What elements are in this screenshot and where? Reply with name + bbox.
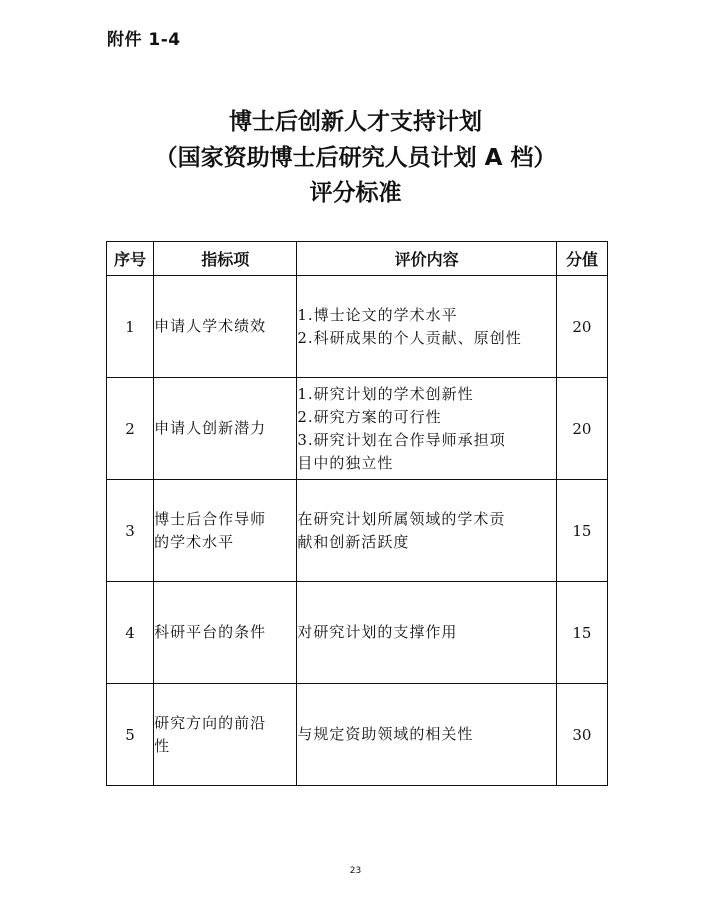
row-item — [154, 480, 297, 582]
header-item: 指标项 — [154, 242, 297, 276]
page-number: 23 — [349, 866, 362, 876]
row-content-line: 献和创新活跃度 — [297, 532, 410, 551]
table-row — [107, 582, 608, 684]
row-content-line: 对研究计划的支撑作用 — [297, 623, 458, 641]
row-content-line: 1.研究计划的学术创新性 — [297, 384, 474, 403]
row-score: 20 — [556, 276, 607, 378]
row-no: 1 — [107, 276, 154, 378]
header-score: 分值 — [556, 242, 607, 276]
header-content: 评价内容 — [297, 242, 557, 276]
row-item-line: 申请人创新潜力 — [154, 419, 267, 437]
row-item — [154, 582, 297, 684]
row-item — [154, 276, 297, 378]
row-item — [154, 378, 297, 480]
row-content-line: 2.科研成果的个人贡献、原创性 — [297, 328, 522, 347]
row-item-line: 科研平台的条件 — [154, 623, 267, 641]
row-no: 4 — [107, 582, 154, 684]
row-score: 15 — [556, 480, 607, 582]
row-content — [297, 378, 557, 480]
row-content-line: 3.研究计划在合作导师承担项 — [297, 430, 506, 449]
row-content-line: 2.研究方案的可行性 — [297, 407, 442, 426]
row-content-line: 与规定资助领域的相关性 — [297, 725, 474, 743]
header-no: 序号 — [107, 242, 154, 276]
row-content — [297, 582, 557, 684]
table-header-row — [107, 242, 608, 276]
row-content-line: 在研究计划所属领域的学术贡 — [297, 509, 506, 528]
table-row — [107, 480, 608, 582]
document-title-line-3: 评分标准 — [309, 180, 402, 206]
table-row — [107, 276, 608, 378]
row-content-line: 1.博士论文的学术水平 — [297, 305, 458, 324]
row-item-line: 研究方向的前沿 — [154, 713, 267, 732]
document-title-line-1: 博士后创新人才支持计划 — [229, 109, 482, 135]
row-item-line: 博士后合作导师 — [154, 509, 267, 528]
row-item-line: 性 — [154, 736, 171, 755]
row-no: 2 — [107, 378, 154, 480]
row-content — [297, 276, 557, 378]
row-item-line: 的学术水平 — [154, 532, 235, 551]
row-content — [297, 480, 557, 582]
attachment-label: 附件 1-4 — [107, 30, 181, 50]
row-score: 30 — [556, 684, 607, 786]
scoring-table — [106, 241, 608, 786]
row-no: 3 — [107, 480, 154, 582]
table-row — [107, 378, 608, 480]
row-item — [154, 684, 297, 786]
row-score: 15 — [556, 582, 607, 684]
document-title-line-2: （国家资助博士后研究人员计划 A 档） — [154, 145, 557, 171]
row-content-line: 目中的独立性 — [297, 453, 394, 472]
row-item-line: 申请人学术绩效 — [154, 317, 267, 335]
table-row — [107, 684, 608, 786]
row-score: 20 — [556, 378, 607, 480]
row-content — [297, 684, 557, 786]
row-no: 5 — [107, 684, 154, 786]
